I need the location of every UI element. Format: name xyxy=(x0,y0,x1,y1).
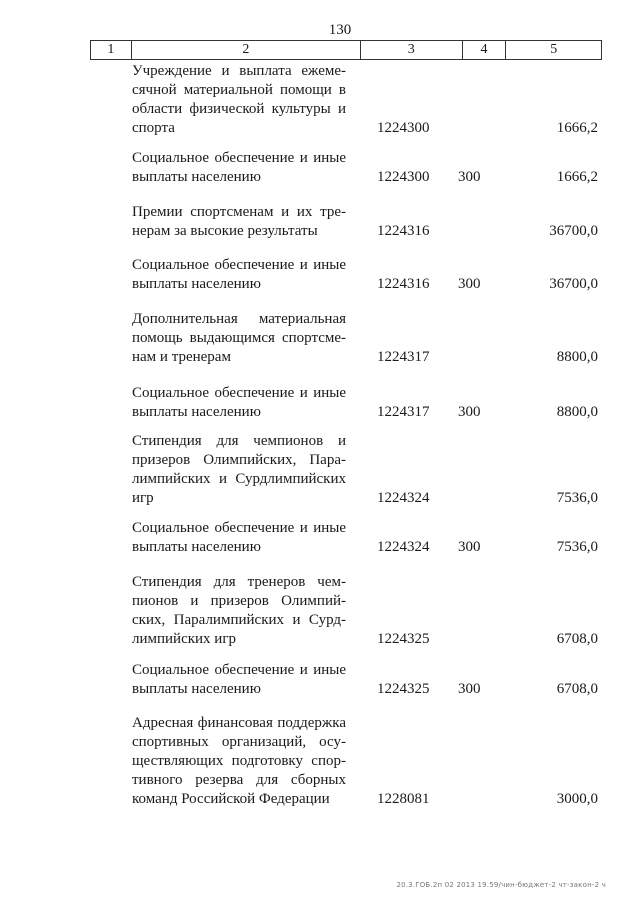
row-amount: 7536,0 xyxy=(556,539,598,555)
row-type: 300 xyxy=(458,681,481,697)
row-code: 1224300 xyxy=(377,120,430,136)
description-line: ских, Паралимпийских и Сурд- xyxy=(132,612,346,628)
description-line: Премии спортсменам и их тре- xyxy=(132,204,346,220)
row-type: 300 xyxy=(458,276,481,292)
description-line: сячной материальной помощи в xyxy=(132,82,346,98)
row-amount: 6708,0 xyxy=(556,631,598,647)
description-line: команд Российской Федерации xyxy=(132,791,330,807)
description-line: пионов и призеров Олимпий- xyxy=(132,593,346,609)
row-type: 300 xyxy=(458,169,481,185)
row-code: 1224300 xyxy=(377,169,430,185)
description-line: спорта xyxy=(132,120,175,136)
row-code: 1228081 xyxy=(377,791,430,807)
row-description xyxy=(132,384,346,422)
description-line: тивного резерва для сборных xyxy=(132,772,346,788)
description-line: выплаты населению xyxy=(132,169,261,185)
row-code: 1224325 xyxy=(377,681,430,697)
row-type: 300 xyxy=(458,539,481,555)
row-description xyxy=(132,62,346,138)
document-footer: 20.3.ГОБ.2п 02 2013 19.59/чин-бюджет-2 чт-закон-2 ч xyxy=(396,881,606,889)
row-amount: 36700,0 xyxy=(549,276,598,292)
row-code: 1224316 xyxy=(377,276,430,292)
row-code: 1224317 xyxy=(377,404,430,420)
row-description xyxy=(132,149,346,187)
row-code: 1224325 xyxy=(377,631,430,647)
description-line: лимпийских и Сурдлимпийских xyxy=(132,471,346,487)
row-amount: 36700,0 xyxy=(549,223,598,239)
row-description xyxy=(132,519,346,557)
row-code: 1224324 xyxy=(377,539,430,555)
row-type: 300 xyxy=(458,404,481,420)
header-col-5: 5 xyxy=(505,41,601,59)
page-number: 130 xyxy=(328,22,352,38)
description-line: выплаты населению xyxy=(132,539,261,555)
description-line: Социальное обеспечение и иные xyxy=(132,257,346,273)
header-col-1: 1 xyxy=(107,42,115,57)
header-col-3: 3 xyxy=(360,41,462,59)
description-line: ществляющих подготовку спор- xyxy=(132,753,346,769)
row-amount: 6708,0 xyxy=(556,681,598,697)
row-amount: 8800,0 xyxy=(556,349,598,365)
header-col-4: 4 xyxy=(462,41,506,59)
description-line: Социальное обеспечение и иные xyxy=(132,662,346,678)
description-line: спортивных организаций, осу- xyxy=(132,734,346,750)
row-code: 1224316 xyxy=(377,223,430,239)
row-description xyxy=(132,432,346,508)
description-line: Адресная финансовая поддержка xyxy=(132,715,346,731)
row-amount: 1666,2 xyxy=(556,120,598,136)
row-description xyxy=(132,573,346,649)
row-description xyxy=(132,661,346,699)
description-line: Социальное обеспечение и иные xyxy=(132,520,346,536)
row-code: 1224317 xyxy=(377,349,430,365)
description-line: игр xyxy=(132,490,154,506)
row-amount: 7536,0 xyxy=(556,490,598,506)
row-amount: 3000,0 xyxy=(556,791,598,807)
header-col-2: 2 xyxy=(131,41,360,59)
description-line: выплаты населению xyxy=(132,276,261,292)
row-amount: 8800,0 xyxy=(556,404,598,420)
row-description xyxy=(132,256,346,294)
description-line: выплаты населению xyxy=(132,404,261,420)
description-line: нам и тренерам xyxy=(132,349,231,365)
description-line: Стипендия для тренеров чем- xyxy=(132,574,346,590)
table-header xyxy=(90,40,602,60)
description-line: нерам за высокие результаты xyxy=(132,223,318,239)
description-line: выплаты населению xyxy=(132,681,261,697)
description-line: лимпийских игр xyxy=(132,631,236,647)
description-line: помощь выдающимся спортсме- xyxy=(132,330,346,346)
row-description xyxy=(132,203,346,241)
description-line: Социальное обеспечение и иные xyxy=(132,150,346,166)
description-line: Учреждение и выплата ежеме- xyxy=(132,63,346,79)
description-line: Стипендия для чемпионов и xyxy=(132,433,346,449)
description-line: Социальное обеспечение и иные xyxy=(132,385,346,401)
row-description xyxy=(132,310,346,367)
row-code: 1224324 xyxy=(377,490,430,506)
row-description xyxy=(132,714,346,809)
row-amount: 1666,2 xyxy=(556,169,598,185)
description-line: области физической культуры и xyxy=(132,101,346,117)
description-line: призеров Олимпийских, Пара- xyxy=(132,452,346,468)
description-line: Дополнительная материальная xyxy=(132,311,346,327)
